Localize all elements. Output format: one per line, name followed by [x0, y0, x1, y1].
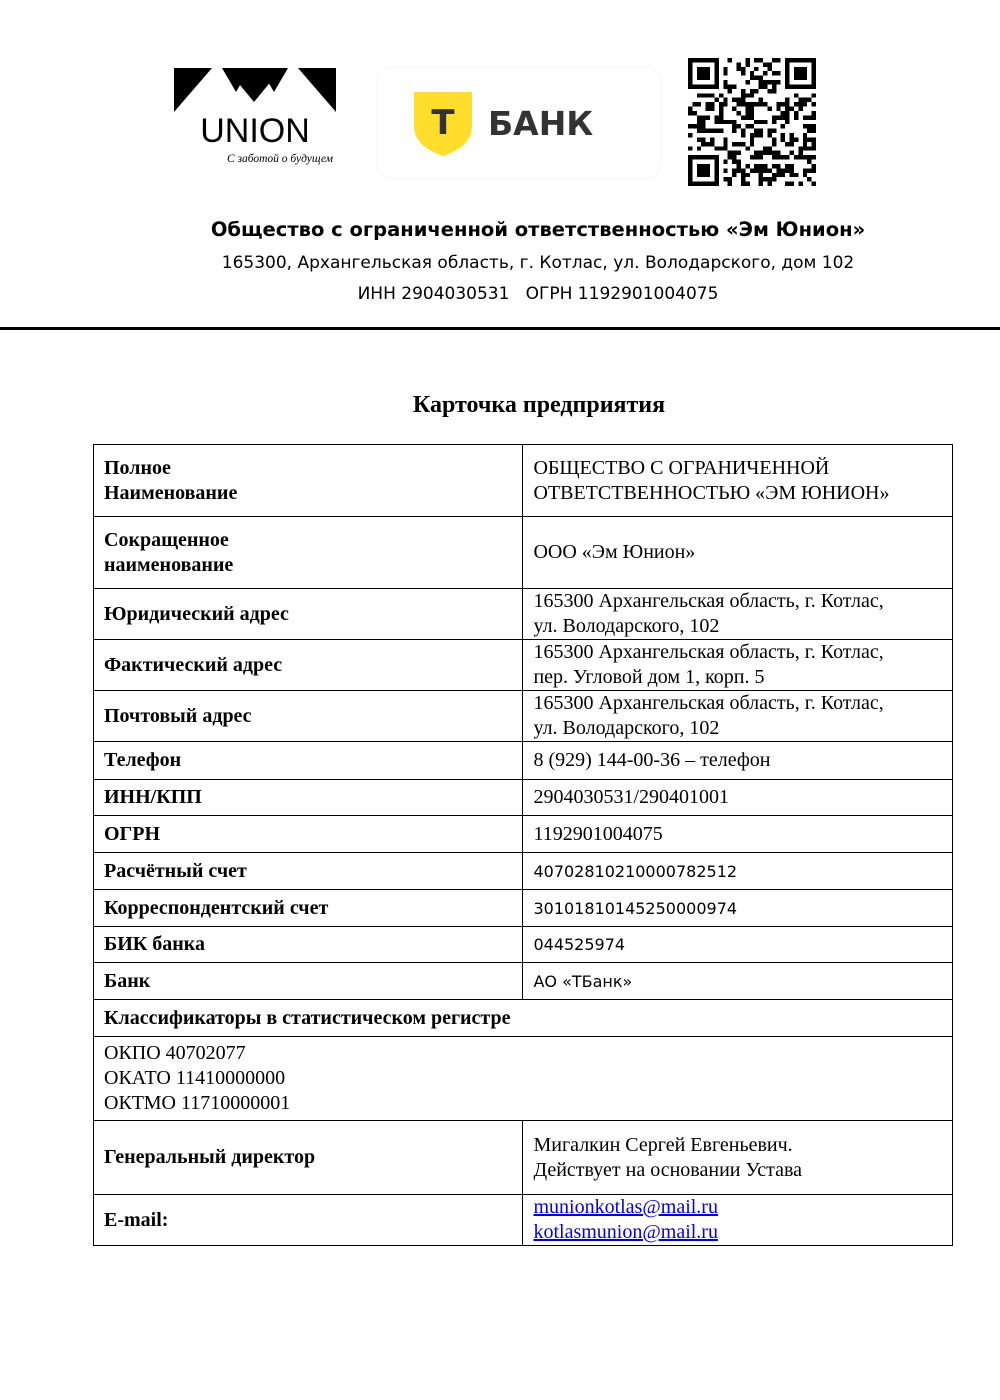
email-link-1[interactable]: munionkotlas@mail.ru	[533, 1196, 718, 1218]
okpo-value: ОКПО 40702077	[104, 1042, 246, 1064]
table-row	[94, 1195, 953, 1246]
classifiers-label: Классификаторы в статистическом регистре	[94, 1000, 953, 1037]
bank-value: АО «ТБанк»	[523, 963, 953, 1000]
union-tagline: С заботой о будущем	[226, 153, 334, 165]
company-name-header: Общество с ограниченной ответственностью «Эм Юнион»	[210, 218, 866, 241]
tbank-logo	[378, 68, 660, 178]
director-name: Мигалкин Сергей Евгеньевич.	[533, 1133, 793, 1156]
postal-address-label: Почтовый адрес	[94, 691, 523, 742]
full-name-label: Полное	[104, 456, 171, 479]
company-address-header: 165300, Архангельская область, г. Котлас, ул. Володарского, дом 102	[221, 253, 855, 273]
table-row	[94, 1037, 953, 1121]
legal-address-value: 165300 Архангельская область, г. Котлас,	[533, 590, 884, 612]
company-ids-header: ИНН 2904030531 ОГРН 1192901004075	[357, 284, 719, 304]
table-row	[94, 816, 953, 853]
tbank-wordmark: БАНК	[488, 104, 594, 143]
table-row	[94, 927, 953, 963]
postal-address-value: ул. Володарского, 102	[533, 717, 720, 739]
full-name-value: ОТВЕТСТВЕННОСТЬЮ «ЭМ ЮНИОН»	[533, 481, 890, 504]
table-row	[94, 517, 953, 589]
union-wordmark: UNION	[200, 112, 310, 150]
inn-kpp-value: 2904030531/290401001	[523, 780, 953, 816]
bik-label: БИК банка	[94, 927, 523, 963]
director-label: Генеральный директор	[94, 1121, 523, 1195]
postal-address-value: 165300 Архангельская область, г. Котлас,	[533, 692, 884, 714]
ogrn-label: ОГРН	[94, 816, 523, 853]
account-label: Расчётный счет	[94, 853, 523, 890]
corr-account-label: Корреспондентский счет	[94, 890, 523, 927]
table-row	[94, 640, 953, 691]
ogrn-value: 1192901004075	[523, 816, 953, 853]
phone-label: Телефон	[94, 742, 523, 780]
phone-value: 8 (929) 144-00-36 – телефон	[523, 742, 953, 780]
page-title: Карточка предприятия	[412, 392, 666, 418]
qr-code-icon	[688, 58, 816, 186]
table-row	[94, 780, 953, 816]
okato-value: ОКАТО 11410000000	[104, 1067, 286, 1089]
company-card-table	[93, 444, 953, 1246]
table-row	[94, 890, 953, 927]
full-name-label: Наименование	[104, 481, 238, 504]
union-logo	[170, 66, 340, 170]
actual-address-value: 165300 Архангельская область, г. Котлас,	[533, 641, 884, 663]
table-row	[94, 963, 953, 1000]
corr-account-value: 30101810145250000974	[523, 890, 953, 927]
table-row	[94, 445, 953, 517]
legal-address-value: ул. Володарского, 102	[533, 615, 720, 637]
table-row	[94, 1121, 953, 1195]
table-row	[94, 1000, 953, 1037]
short-name-label: Сокращенное	[104, 528, 229, 551]
email-link-2[interactable]: kotlasmunion@mail.ru	[533, 1221, 718, 1243]
header-divider	[0, 327, 1000, 330]
inn-kpp-label: ИНН/КПП	[94, 780, 523, 816]
full-name-value: ОБЩЕСТВО С ОГРАНИЧЕННОЙ	[533, 456, 830, 479]
table-row	[94, 742, 953, 780]
table-row	[94, 853, 953, 890]
table-row	[94, 589, 953, 640]
legal-address-label: Юридический адрес	[94, 589, 523, 640]
short-name-label: наименование	[104, 553, 234, 576]
email-label: E-mail:	[94, 1195, 523, 1246]
table-row	[94, 691, 953, 742]
oktmo-value: ОКТМО 11710000001	[104, 1092, 291, 1114]
tbank-glyph: Т	[431, 103, 455, 143]
bik-value: 044525974	[523, 927, 953, 963]
actual-address-value: пер. Угловой дом 1, корп. 5	[533, 666, 765, 688]
short-name-value: ООО «Эм Юнион»	[523, 517, 953, 589]
bank-label: Банк	[94, 963, 523, 1000]
actual-address-label: Фактический адрес	[94, 640, 523, 691]
director-basis: Действует на основании Устава	[533, 1158, 803, 1181]
account-value: 40702810210000782512	[523, 853, 953, 890]
